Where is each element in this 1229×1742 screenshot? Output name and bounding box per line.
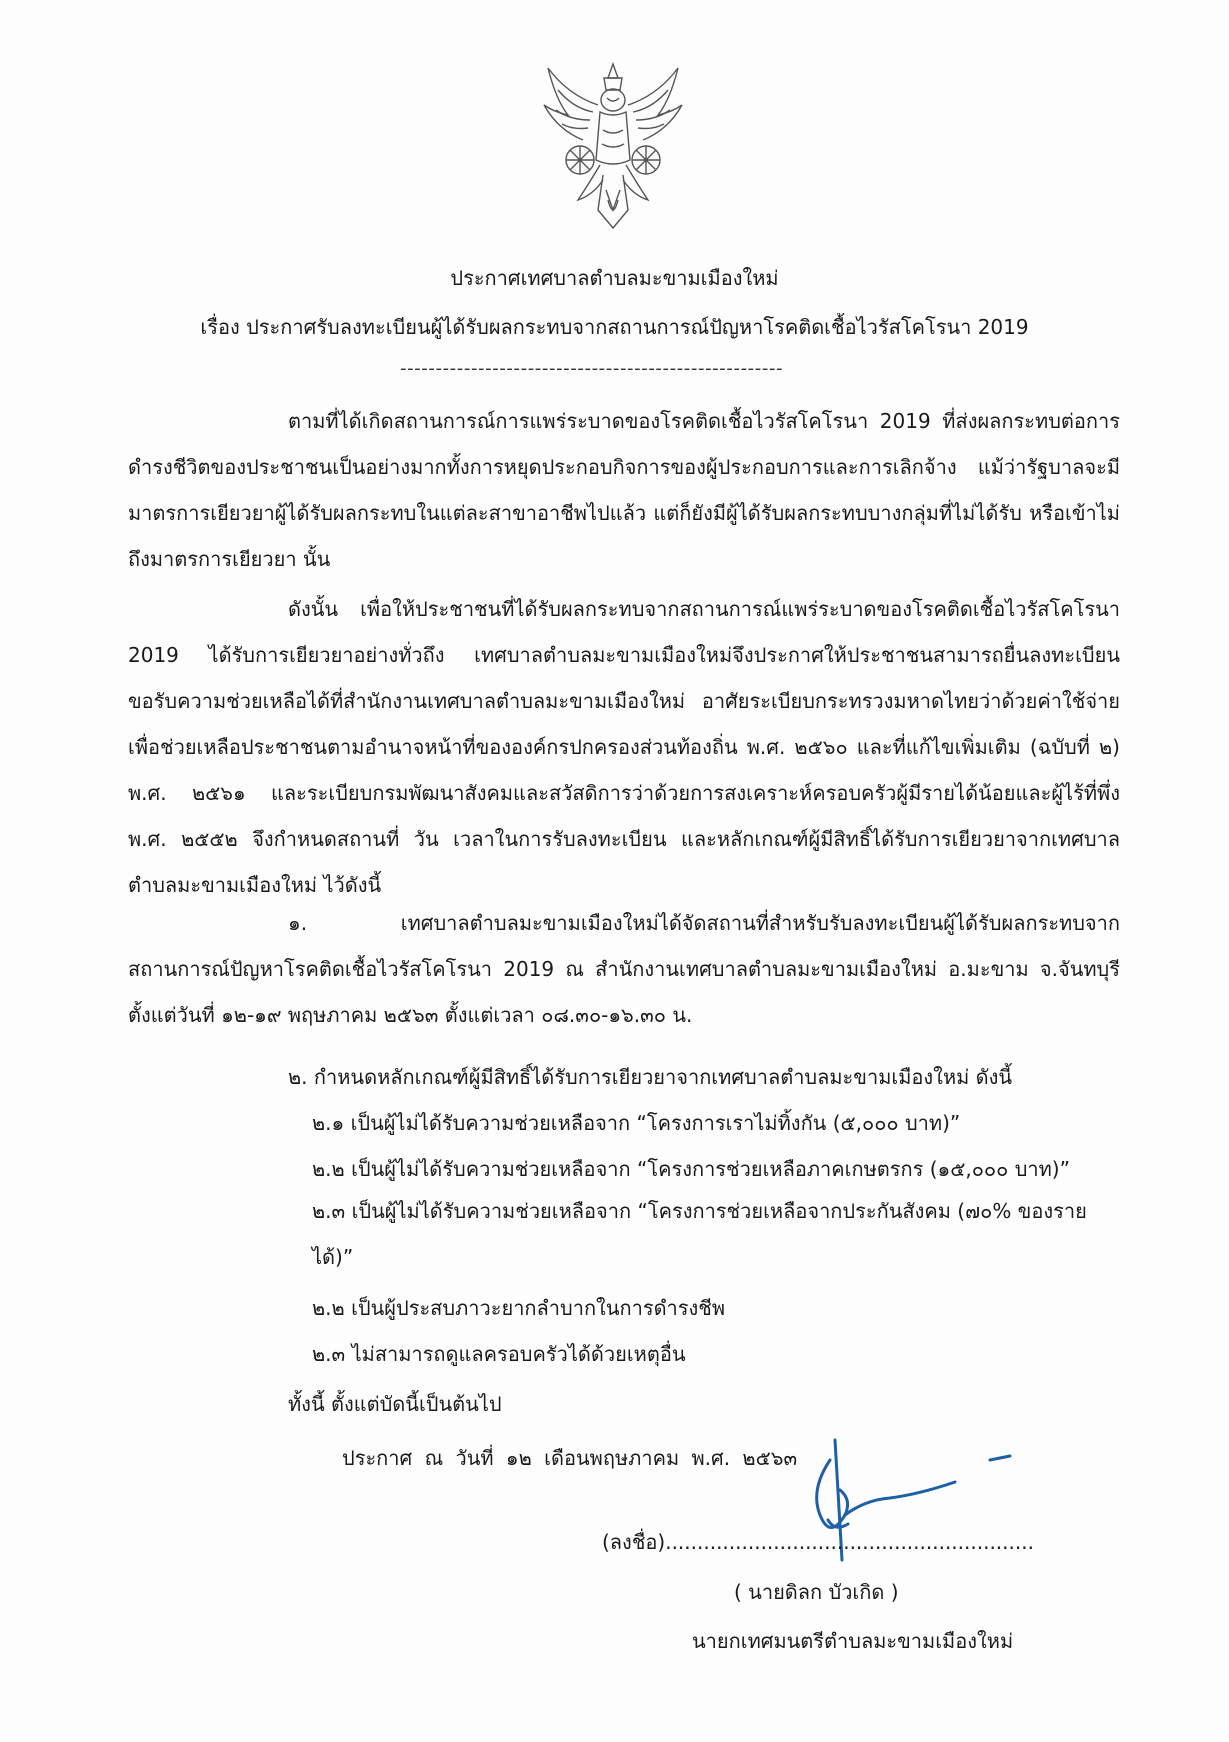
closing-statement: ทั้งนี้ ตั้งแต่บัดนี้เป็นต้นไป bbox=[288, 1392, 502, 1416]
paragraph-background: ตามที่ได้เกิดสถานการณ์การแพร่ระบาดของโรคติดเชื้อไวรัสโคโรนา 2019 ที่ส่งผลกระทบต่อการดำรงชีวิตของประชาชนเป็นอย่างมากทั้งการหยุดประกอบกิจการของผู้ประกอบการและการเลิกจ้าง แม้ว่ารัฐบาลจะมีมาตรการเยียวยาผู้ได้รับผลกระทบในแต่ละสาขาอาชีพไปแล้ว แต่ก็ยังมีผู้ได้รับผลกระทบบางกลุ่มที่ไม่ได้รับ หรือเข้าไม่ถึงมาตรการเยียวยา นั้น bbox=[128, 409, 1120, 571]
paragraph-announcement: ดังนั้น เพื่อให้ประชาชนที่ได้รับผลกระทบจากสถานการณ์แพร่ระบาดของโรคติดเชื้อไวรัสโคโรนา 2019 ได้รับการเยียวยาอย่างทั่วถึง เทศบาลตำบลมะขามเมืองใหม่จึงประกาศให้ประชาชนสามารถยื่นลงทะเบียนขอรับความช่วยเหลือได้ที่สำนักงานเทศบาลตำบลมะขามเมืองใหม่ อาศัยระเบียบกระทรวงมหาดไทยว่าด้วยค่าใช้จ่ายเพื่อช่วยเหลือประชาชนตามอำนาจหน้าที่ขององค์กรปกครองส่วนท้องถิ่น พ.ศ. ๒๕๖๐ และที่แก้ไขเพิ่มเติม (ฉบับที่ ๒) พ.ศ. ๒๕๖๑ และระเบียบกรมพัฒนาสังคมและสวัสดิการว่าด้วยการสงเคราะห์ครอบครัวผู้มีรายได้น้อยและผู้ไร้ที่พึ่ง พ.ศ. ๒๕๕๒ จึงกำหนดสถานที่ วัน เวลาในการรับลงทะเบียน และหลักเกณฑ์ผู้มีสิทธิ์ได้รับการเยียวยาจากเทศบาลตำบลมะขามเมืองใหม่ ไว้ดังนี้ bbox=[128, 597, 1120, 897]
separator-rule: ------------------------------------------------------ bbox=[400, 358, 784, 379]
item-1-registration-location: ๑. เทศบาลตำบลมะขามเมืองใหม่ได้จัดสถานที่สำหรับรับลงทะเบียนผู้ได้รับผลกระทบจากสถานการณ์ปัญหาโรคติดเชื้อไวรัสโคโรนา 2019 ณ สำนักงานเทศบาลตำบลมะขามเมืองใหม่ อ.มะขาม จ.จันทบุรี ตั้งแต่วันที่ ๑๒-๑๙ พฤษภาคม ๒๕๖๓ ตั้งแต่เวลา ๐๘.๓๐-๑๖.๓๐ น. bbox=[128, 911, 1120, 1027]
garuda-emblem-icon bbox=[538, 60, 688, 235]
announcement-subject: เรื่อง ประกาศรับลงทะเบียนผู้ได้รับผลกระทบจากสถานการณ์ปัญหาโรคติดเชื้อไวรัสโคโรนา 2019 bbox=[200, 315, 1029, 339]
signer-name: ( นายดิลก บัวเกิด ) bbox=[734, 1580, 899, 1604]
signer-title: นายกเทศมนตรีตำบลมะขามเมืองใหม่ bbox=[692, 1629, 1014, 1653]
criteria-2-2-hardship: ๒.๒ เป็นผู้ประสบภาวะยากลำบากในการดำรงชีพ bbox=[312, 1296, 726, 1320]
criteria-2-3-family: ๒.๓ ไม่สามารถดูแลครอบครัวได้ด้วยเหตุอื่น bbox=[312, 1342, 686, 1366]
criteria-2-1: ๒.๑ เป็นผู้ไม่ได้รับความช่วยเหลือจาก “โครงการเราไม่ทิ้งกัน (๕,๐๐๐ บาท)” bbox=[312, 1111, 961, 1135]
criteria-2-3: ๒.๓ เป็นผู้ไม่ได้รับความช่วยเหลือจาก “โครงการช่วยเหลือจากประกันสังคม (๗๐% ของรายได้)” bbox=[312, 1199, 1087, 1269]
announcement-title: ประกาศเทศบาลตำบลมะขามเมืองใหม่ bbox=[450, 266, 779, 290]
signature-line: (ลงชื่อ).......................................................... bbox=[602, 1530, 1034, 1554]
announcement-date: ประกาศ ณ วันที่ ๑๒ เดือนพฤษภาคม พ.ศ. ๒๕๖๓ bbox=[342, 1446, 798, 1470]
item-2-criteria-heading: ๒. กำหนดหลักเกณฑ์ผู้มีสิทธิ์ได้รับการเยียวยาจากเทศบาลตำบลมะขามเมืองใหม่ ดังนี้ bbox=[288, 1065, 1013, 1089]
criteria-2-2: ๒.๒ เป็นผู้ไม่ได้รับความช่วยเหลือจาก “โครงการช่วยเหลือภาคเกษตรกร (๑๕,๐๐๐ บาท)” bbox=[312, 1157, 1070, 1181]
